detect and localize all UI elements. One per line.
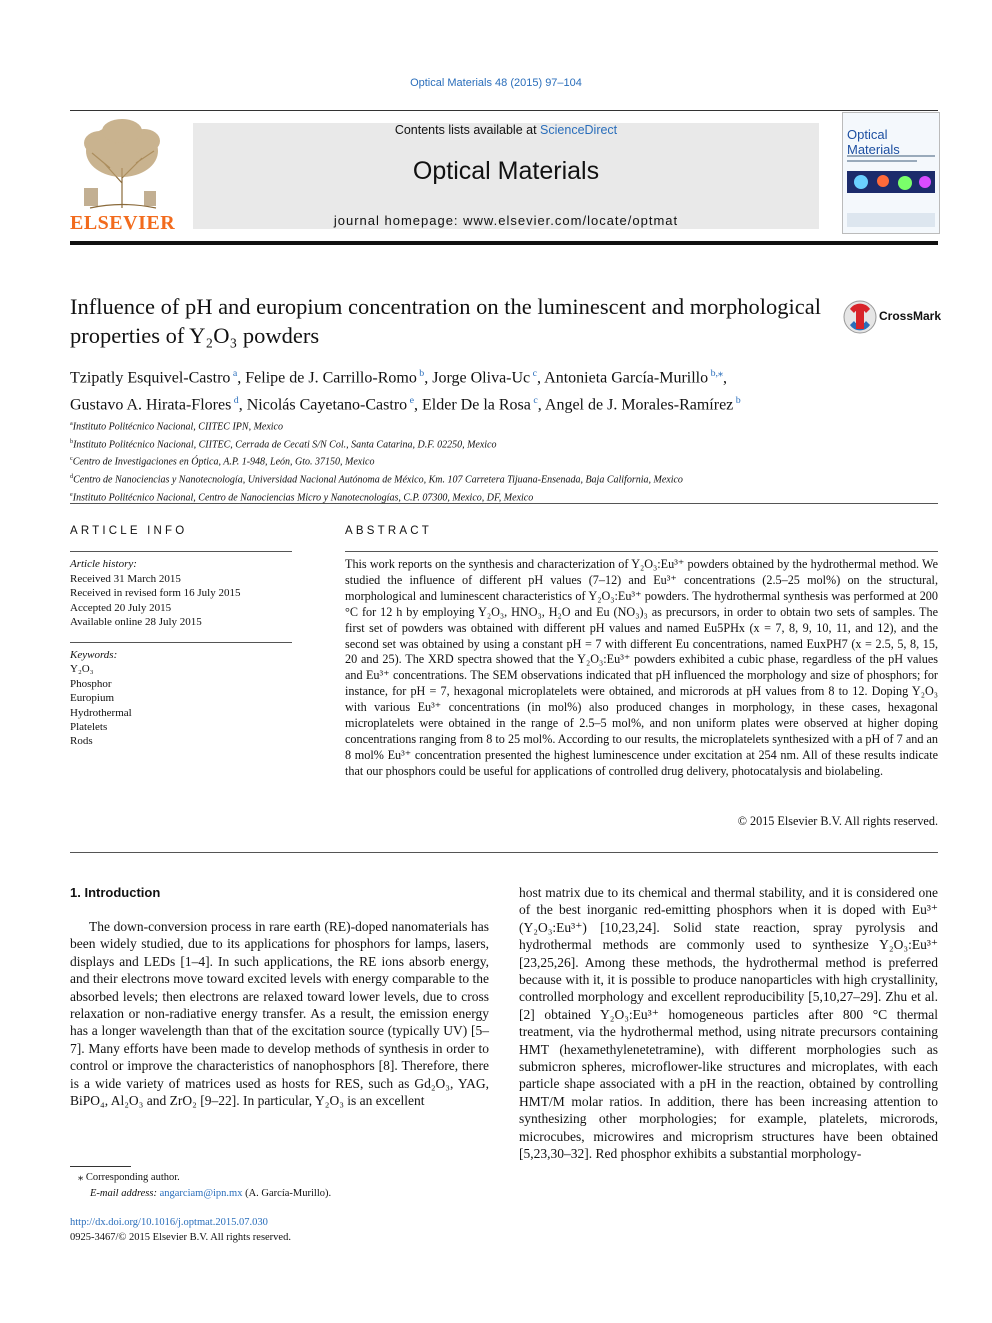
author-separator: , [237,369,246,387]
abstract-bottom-rule [70,852,938,853]
email-label: E-mail address: [90,1188,157,1199]
affiliation-key: d [70,473,74,481]
introduction-heading: 1. Introduction [70,885,161,900]
author-name: Nicolás Cayetano-Castro [246,396,408,414]
keywords-rule [70,642,292,643]
intro-column-left: The down-conversion process in rare earth (RE)-doped nanomaterials has been widely studied, due to its applications for phosphors for lamps, lasers, displays and LEDs [1–4]. In such applications, the RE ions absorb energy, and their electrons move toward excited levels with energy comparable to the absorbed levels; then electrons are relaxed toward lower levels, due to cross relaxation or non-radiative energy transfer. As a result, the emission energy has a longer wavelength than that of the excitation source (typically UV) [5–7]. Many efforts have been made to develop methods of synthesis in order to control or improve the characteristics of nanophosphors [8]. Therefore, there is a wide variety of matrices used as hosts for RES, such as Gd₂O₃, YAG, BiPO₄, Al₂O₃ and ZrO₂ [9–22]. In particular, Y₂O₃ is an excellent [70,919,489,1109]
footnote-marker: ⁎ [78,1172,84,1183]
keyword-items [70,662,292,748]
keyword-item: Rods [70,735,93,748]
contents-line [193,123,819,137]
affiliation-text: Instituto Politécnico Nacional, CIITEC IPN, Mexico [72,421,283,433]
sciencedirect-link[interactable]: ScienceDirect [540,123,618,137]
author-affiliation-marker[interactable]: b [416,368,425,379]
email-link[interactable]: angarciam@ipn.mx [159,1188,243,1199]
footnote-rule [70,1166,131,1167]
affiliation-key: b [70,437,74,445]
article-history [70,557,292,630]
history-label: Article history: [70,558,137,570]
author-affiliation-marker[interactable]: e [407,395,415,407]
author-name: Tzipatly Esquivel-Castro [70,369,231,387]
abstract-text: This work reports on the synthesis and characterization of Y₂O₃:Eu³⁺ powders obtained by the hydrothermal method. We studied the influence of different pH values (7–12) and Eu³⁺ concentrations (2.5–25 mol%) on the structural, morphological and luminescent characteristics of Y₂O₃:Eu³⁺ powders. The hydrothermal synthesis was performed at 200 °C for 12 h by employing Y₂O₃, HNO₃, H₂O and Eu (NO₃)₃ as precursors, in order to obtain two sets of samples. The first set of powders was obtained with different pH values and named Eu5PHx (x = 7, 8, 9, 10, 11, and 12), and the second set was obtained by using a constant pH = 7 with different Eu concentrations, named EuxPH7 (x = 2.5, 5, 8, 15, 20 and 25). The XRD spectra showed that the Y₂O₃:Eu³⁺ powders exhibited a cubic phase, regardless of the pH values and Eu³⁺ concentrations. The SEM observations indicated that pH influenced the morphology and size of phosphors; for instance, for pH = 7, hexagonal microplatelets were obtained, and microrods at pH values from 8 to 12. Doping Y₂O₃ with various Eu³⁺ concentrations (in mol%) also produced changes in morphology, in these cases, hexagonal microplatelets were obtained in the range of 2.5–5 mol%, and non uniform plates were observed at higher doping concentrations ranging from 8 to 25 mol%. According to our results, the microplatelets synthesized with a pH of 7 and an 8 mol% Eu³⁺ concentration presented the highest luminescence under excitation at 254 nm. All of these results indicate that our phosphors could be useful for applications of controlled drug delivery, photocatalysis and biolabeling. [345,557,938,778]
journal-cover-thumbnail[interactable] [842,112,940,234]
affiliation-text: Instituto Politécnico Nacional, Centro de Nanociencias Micro y Nanotecnologías, C.P. 07300, Mexico, DF, Mexico [72,492,534,504]
author-list [70,362,940,417]
journal-title[interactable]: Optical Materials [412,157,600,185]
author-name: Jorge Oliva-Uc [432,369,531,387]
abstract-heading: ABSTRACT [345,525,432,537]
affiliation-text: Centro de Nanociencias y Nanotecnología, Universidad Nacional Autónoma de México, Km. 107 Carretera Tijuana-Ensenada, Baja California, Mexico [73,474,683,486]
contents-prefix: Contents lists available at [394,123,537,137]
affiliation-text: Instituto Politécnico Nacional, CIITEC, Cerrada de Cecati S/N Col., Santa Catarina, D.F. 02250, Mexico [73,439,497,451]
corresponding-line [70,1170,490,1186]
keywords-label: Keywords: [70,649,118,661]
affiliation-item [70,470,940,488]
author-name: Angel de J. Morales-Ramírez [544,396,734,414]
article-info-rule [70,551,292,552]
affiliation-item [70,452,940,470]
author-separator: , [537,396,545,414]
affiliations-rule [70,503,938,504]
cover-title: Optical Materials [847,127,900,157]
author-separator: , [537,369,545,387]
email-line [70,1186,490,1202]
corresponding-label: Corresponding author. [85,1172,180,1183]
history-item: Received 31 March 2015 [70,572,181,585]
author-affiliation-marker[interactable]: c [530,368,538,379]
crossmark-label[interactable]: CrossMark [879,309,942,323]
doi-link[interactable]: http://dx.doi.org/10.1016/j.optmat.2015.07.030 [70,1217,268,1228]
author-name: Felipe de J. Carrillo-Romo [245,369,417,387]
affiliation-list [70,417,940,506]
author-separator: , [238,396,247,414]
masthead-bottom-rule [70,241,938,245]
corresponding-author-footnote [70,1170,490,1202]
keyword-item: Y₂O₃ [70,663,94,676]
elsevier-wordmark: ELSEVIER [70,212,176,234]
abstract-copyright: © 2015 Elsevier B.V. All rights reserved. [737,814,938,828]
affiliation-key: c [70,455,73,463]
article-title: Influence of pH and europium concentration on the luminescent and morphological properties of Y₂O₃ powders [70,294,822,348]
author-affiliation-marker[interactable]: d [231,395,239,407]
author-affiliation-marker[interactable]: b [733,395,741,407]
author-name: Gustavo A. Hirata-Flores [70,396,232,414]
journal-citation[interactable]: Optical Materials 48 (2015) 97–104 [410,77,582,89]
abstract-rule [345,551,938,552]
journal-homepage[interactable]: journal homepage: www.elsevier.com/locate/optmat [333,213,679,228]
article-info-heading: ARTICLE INFO [70,525,188,537]
keyword-item: Phosphor [70,677,112,690]
author-affiliation-marker[interactable]: b,⁎ [708,368,723,379]
doi-block [70,1216,490,1245]
history-items [70,572,292,630]
history-item: Available online 28 July 2015 [70,616,202,628]
affiliation-key: a [70,420,73,427]
email-owner: (A. García-Murillo). [245,1188,332,1199]
masthead-top-rule [70,110,938,111]
author-separator: , [414,396,423,414]
history-item: Accepted 20 July 2015 [70,601,172,614]
author-name: Elder De la Rosa [422,396,531,414]
author-affiliation-marker[interactable]: c [530,395,538,407]
author-affiliation-marker[interactable]: a [230,368,238,379]
intro-column-right: host matrix due to its chemical and thermal stability, and it is considered one of the best inorganic red-emitting phosphors when it is doped with Eu³⁺ (Y₂O₃:Eu³⁺) [10,23,24]. Solid state reaction, spray pyrolysis and hydrothermal methods are commonly used to synthesize Y₂O₃:Eu³⁺ [23,25,26]. Among these methods, the hydrothermal method is preferred because with it, it is possible to produce nanoparticles with high crystallinity, controlled morphology and excellent reproducibility [5,10,27–29]. Zhu et al. [2] obtained Y₂O₃:Eu³⁺ homogeneous particles after 800 °C thermal treatment, via the hydrothermal method, using nitrate precursors containing HMT (hexamethylenetetramine), with different morphologies such as submicron spheres, microflower-like structures and microplates, with each particle shape associated with a pH in the reaction, obtained by controlling HMT/M molar ratios. In addition, there has been increasing attention to synthesizing other morphologies; for example, platelets, microrods, microcubes, microwires and microprism structures have been obtained [5,23,30–32]. Red phosphor exhibits a substantial morphology- [519,885,938,1162]
keyword-item: Hydrothermal [70,706,132,719]
keyword-item: Europium [70,692,114,705]
keywords [70,648,292,749]
issn-copyright: 0925-3467/© 2015 Elsevier B.V. All rights reserved. [70,1231,291,1243]
keyword-item: Platelets [70,721,108,734]
author-name: Antonieta García-Murillo [544,369,709,387]
affiliation-item [70,435,940,453]
affiliation-key: e [70,490,73,498]
affiliation-item [70,417,940,435]
author-separator: , [722,369,727,387]
author-separator: , [424,369,433,387]
history-item: Received in revised form 16 July 2015 [70,587,241,599]
affiliation-text: Centro de Investigaciones en Óptica, A.P. 1-948, León, Gto. 37150, Mexico [72,456,375,468]
